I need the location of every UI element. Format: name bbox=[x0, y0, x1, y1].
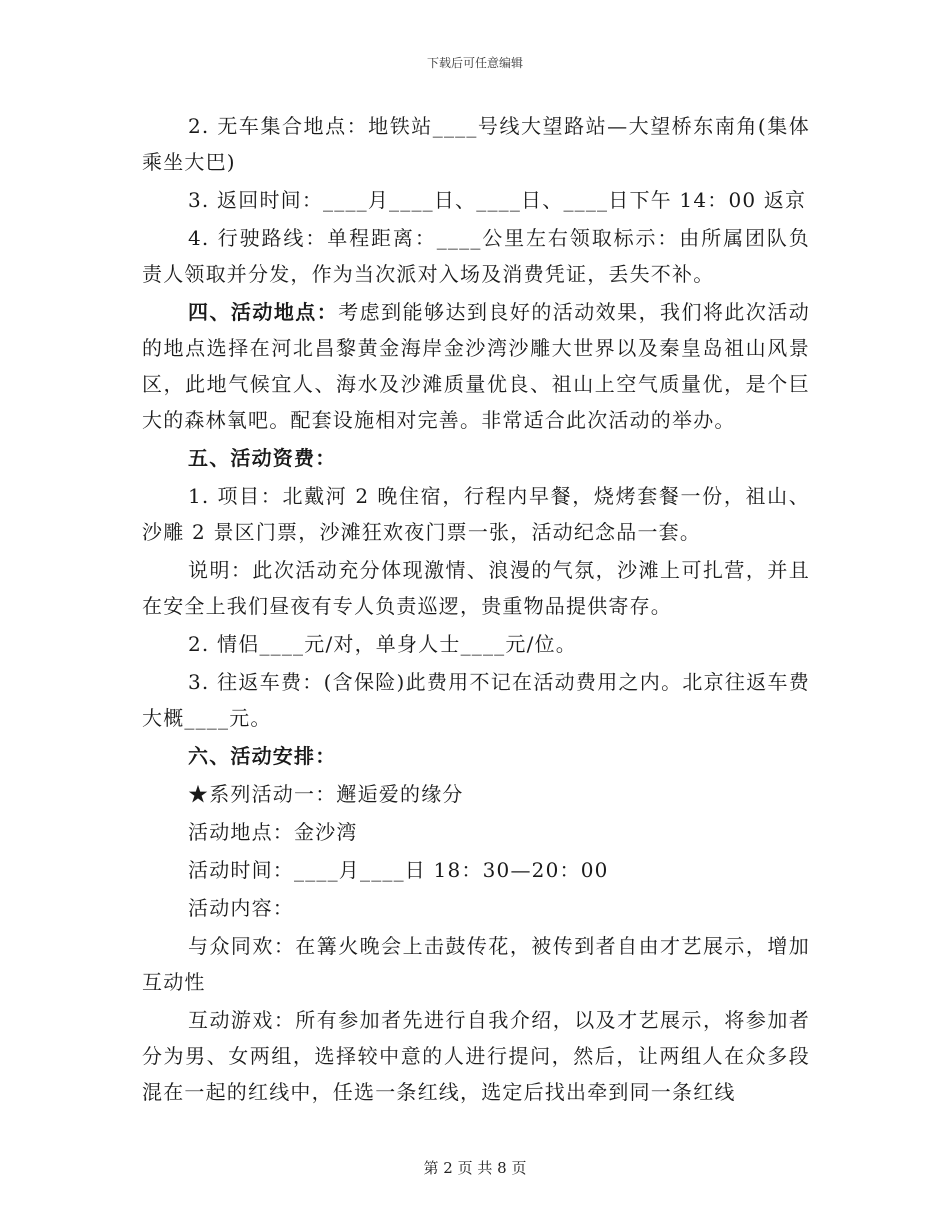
page-footer: 第 2 页 共 8 页 bbox=[423, 1159, 527, 1177]
section-heading-schedule: 六、活动安排： bbox=[188, 744, 337, 768]
paragraph-bonfire: 与众同欢：在篝火晚会上击鼓传花，被传到者自由才艺展示，增加互动性 bbox=[142, 934, 810, 994]
paragraph-prices: 2. 情侣____元/对，单身人士____元/位。 bbox=[188, 632, 577, 656]
section-heading-venue: 四、活动地点： bbox=[188, 300, 339, 324]
page-header: 下载后可任意编辑 bbox=[426, 56, 523, 70]
paragraph-activity-location: 活动地点：金沙湾 bbox=[188, 820, 358, 844]
paragraph-venue bbox=[142, 294, 810, 438]
paragraph-return-time: 3. 返回时间：____月____日、____日、____日下午 14：00 返京 bbox=[188, 188, 807, 212]
section-heading-fees: 五、活动资费： bbox=[188, 446, 337, 470]
paragraph-activity-content-label: 活动内容： bbox=[188, 896, 294, 920]
paragraph-activity-time: 活动时间：____月____日 18：30—20：00 bbox=[188, 858, 609, 882]
paragraph-fee-items: 1. 项目：北戴河 2 晚住宿，行程内早餐，烧烤套餐一份，祖山、沙雕 2 景区门票，沙滩狂欢夜门票一张，活动纪念品一套。 bbox=[142, 484, 810, 544]
paragraph-transport-fee: 3. 往返车费：(含保险)此费用不记在活动费用之内。北京往返车费大概____元。 bbox=[142, 670, 810, 730]
paragraph-activity-title: ★系列活动一：邂逅爱的缘分 bbox=[188, 782, 464, 806]
paragraph-interactive-game: 互动游戏：所有参加者先进行自我介绍，以及才艺展示，将参加者分为男、女两组，选择较中意的人进行提问，然后，让两组人在众多段混在一起的红线中，任选一条红线，选定后找出牵到同一条红线 bbox=[142, 1008, 810, 1104]
document-body bbox=[142, 108, 810, 1112]
paragraph-fee-note: 说明：此次活动充分体现激情、浪漫的气氛，沙滩上可扎营，并且在安全上我们昼夜有专人负责巡逻，贵重物品提供寄存。 bbox=[142, 558, 810, 618]
paragraph-meeting-point: 2. 无车集合地点：地铁站____号线大望路站—大望桥东南角(集体乘坐大巴) bbox=[142, 114, 810, 174]
venue-description: 考虑到能够达到良好的活动效果，我们将此次活动的地点选择在河北昌黎黄金海岸金沙湾沙雕大世界以及秦皇岛祖山风景区，此地气候宜人、海水及沙滩质量优良、祖山上空气质量优，是个巨大的森林氧吧。配套设施相对完善。非常适合此次活动的举办。 bbox=[142, 300, 810, 432]
paragraph-route: 4. 行驶路线：单程距离：____公里左右领取标示：由所属团队负责人领取并分发，作为当次派对入场及消费凭证，丢失不补。 bbox=[142, 226, 810, 286]
